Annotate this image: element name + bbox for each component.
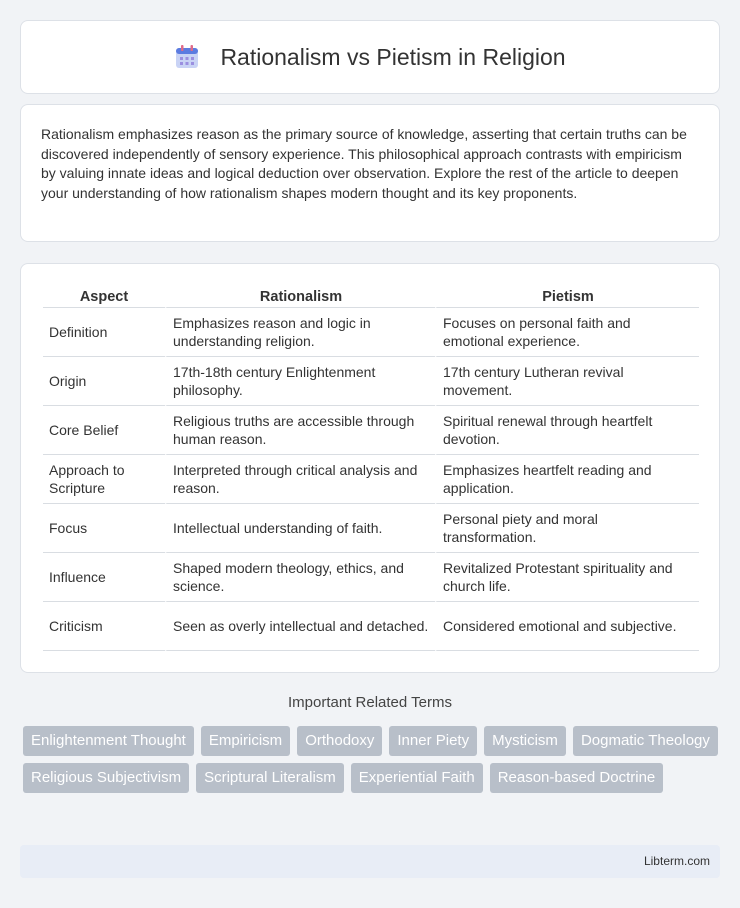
- tag-enlightenment-thought[interactable]: Enlightenment Thought: [23, 726, 194, 756]
- comparison-card: [20, 263, 720, 673]
- page-header: [20, 20, 720, 94]
- table-row: [43, 504, 699, 553]
- tag-reason-based-doctrine[interactable]: Reason-based Doctrine: [490, 763, 664, 793]
- table-row: [43, 553, 699, 602]
- cell-aspect: Focus: [43, 504, 165, 553]
- cell-rationalism: 17th-18th century Enlightenment philosophy.: [165, 357, 435, 406]
- cell-rationalism: Emphasizes reason and logic in understanding religion.: [165, 308, 435, 357]
- cell-pietism: Focuses on personal faith and emotional experience.: [435, 308, 699, 357]
- cell-pietism: Emphasizes heartfelt reading and application.: [435, 455, 699, 504]
- table-row: [43, 602, 699, 651]
- tag-empiricism[interactable]: Empiricism: [201, 726, 290, 756]
- tag-dogmatic-theology[interactable]: Dogmatic Theology: [573, 726, 718, 756]
- cell-aspect: Core Belief: [43, 406, 165, 455]
- tag-religious-subjectivism[interactable]: Religious Subjectivism: [23, 763, 189, 793]
- table-row: [43, 455, 699, 504]
- table-header-row: [43, 284, 699, 308]
- intro-card: [20, 104, 720, 242]
- tag-experiential-faith[interactable]: Experiential Faith: [351, 763, 483, 793]
- cell-rationalism: Shaped modern theology, ethics, and science.: [165, 553, 435, 602]
- calendar-icon: [174, 44, 200, 70]
- cell-aspect: Definition: [43, 308, 165, 357]
- cell-aspect: Approach to Scripture: [43, 455, 165, 504]
- table-row: [43, 406, 699, 455]
- cell-aspect: Origin: [43, 357, 165, 406]
- comparison-table: [43, 284, 699, 651]
- related-terms-title: Important Related Terms: [288, 694, 452, 711]
- page-title: Rationalism vs Pietism in Religion: [220, 43, 566, 70]
- tag-mysticism[interactable]: Mysticism: [484, 726, 566, 756]
- header-aspect: Aspect: [43, 284, 165, 308]
- cell-aspect: Influence: [43, 553, 165, 602]
- tag-inner-piety[interactable]: Inner Piety: [389, 726, 477, 756]
- table-row: [43, 308, 699, 357]
- cell-pietism: Personal piety and moral transformation.: [435, 504, 699, 553]
- cell-pietism: Spiritual renewal through heartfelt devotion.: [435, 406, 699, 455]
- related-terms-list: [23, 726, 723, 793]
- header-pietism: Pietism: [435, 284, 699, 308]
- cell-rationalism: Intellectual understanding of faith.: [165, 504, 435, 553]
- cell-pietism: 17th century Lutheran revival movement.: [435, 357, 699, 406]
- footer-site-link[interactable]: Libterm.com: [643, 854, 710, 868]
- intro-text: Rationalism emphasizes reason as the primary source of knowledge, asserting that certain truths can be discovered independently of sensory experience. This philosophical approach contrasts with empiricism by valuing innate ideas and logical deduction over observation. Explore the rest of the article to deepen your understanding of how rationalism shapes modern thought and its key proponents.: [41, 126, 687, 201]
- cell-rationalism: Seen as overly intellectual and detached.: [165, 602, 435, 651]
- cell-aspect: Criticism: [43, 602, 165, 651]
- footer: [20, 845, 720, 878]
- cell-rationalism: Interpreted through critical analysis and reason.: [165, 455, 435, 504]
- tag-scriptural-literalism[interactable]: Scriptural Literalism: [196, 763, 344, 793]
- header-rationalism: Rationalism: [165, 284, 435, 308]
- cell-rationalism: Religious truths are accessible through human reason.: [165, 406, 435, 455]
- table-row: [43, 357, 699, 406]
- cell-pietism: Considered emotional and subjective.: [435, 602, 699, 651]
- tag-orthodoxy[interactable]: Orthodoxy: [297, 726, 382, 756]
- cell-pietism: Revitalized Protestant spirituality and church life.: [435, 553, 699, 602]
